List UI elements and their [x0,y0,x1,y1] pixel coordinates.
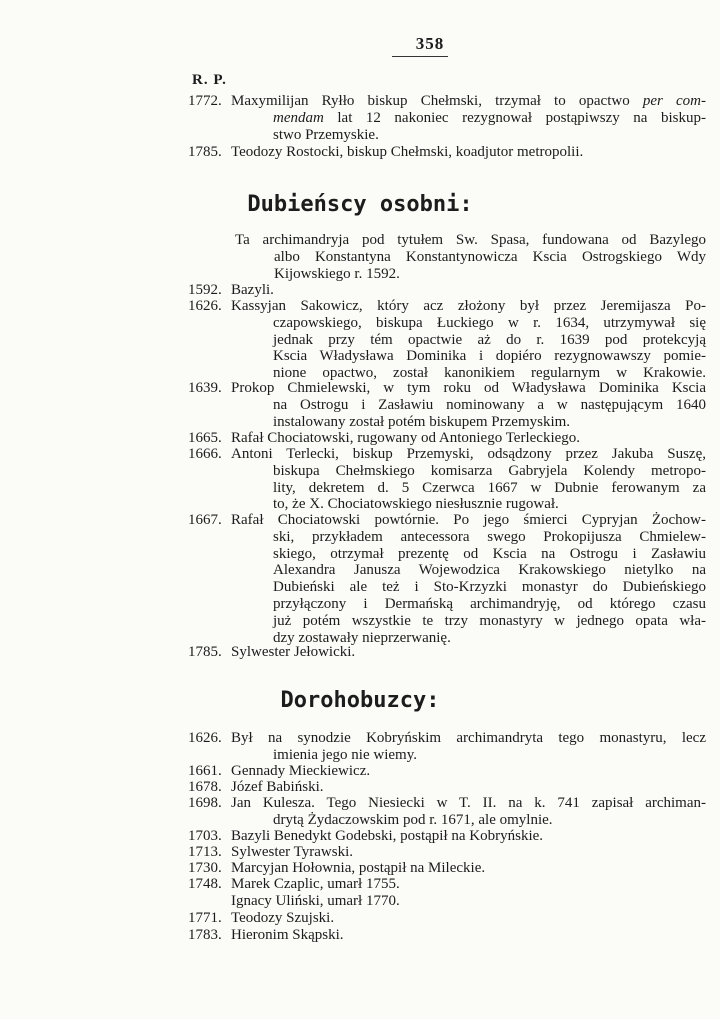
intro-paragraph [188,232,706,282]
entry-line: Dubieński ale też i Sto-Krzyzki monastyr do Dubieńskiego [273,579,706,596]
entry-year: 1698. [188,795,222,811]
entry-line: Bazyli. [231,282,274,298]
entry-year: 1771. [188,910,222,926]
entry-line: Prokop Chmielewski, w tym roku od Władysława Dominika Kscia [231,380,706,396]
entry-1730 [188,860,706,877]
entry-1785-rostocki [188,144,706,161]
entry-line: Hieronim Skąpski. [231,927,344,943]
entry-line: dzy zostawały nieprzerwanię. [273,629,451,646]
entry-line: Rafał Chociatowski, rugowany od Antoniego Terleckiego. [231,430,581,446]
entry-line: stwo Przemyskie. [273,126,379,143]
page-number: 358 [415,34,445,53]
entry-line: Ignacy Uliński, umarł 1770. [231,893,400,909]
entry-line: Marek Czaplic, umarł 1755. [231,876,400,892]
entry-1772 [188,93,706,143]
section-heading-dorohobuzcy: Dorohobuzcy: [280,688,440,713]
entry-line: Maxymilijan Ryłło biskup Chełmski, trzymał to opactwo per com- [231,93,706,109]
entry-year: 1713. [188,844,222,860]
entry-line: mendam lat 12 nakoniec rezygnował postąpiwszy na biskup- [273,109,706,126]
entry-1666 [188,446,706,513]
entry-line: Był na synodzie Kobryńskim archimandryta tego monastyru, lecz [231,730,706,746]
entry-line: ski, przykładem antecessora swego Prokopijusza Chmielew- [273,528,706,545]
entry-1703 [188,828,706,845]
entry-1771 [188,910,706,927]
entry-line: czapowskiego, biskupa Łuckiego w r. 1634, utrzymywał się [273,314,706,331]
entry-year: 1748. [188,876,222,892]
entry-line: Antoni Terlecki, biskup Przemyski, odsądzony przez Jakuba Suszę, [231,446,706,462]
entry-line: Kscia Władysława Dominika i dopiéro rezygnowawszy pomie- [273,348,706,365]
intro-line: Kijowskiego r. 1592. [274,265,400,282]
entry-year: 1785. [188,644,222,660]
entry-1713 [188,844,706,861]
entry-1783 [188,927,706,944]
entry-line: to, że X. Chociatowskiego niesłusznie rugował. [273,496,559,513]
entry-year: 1730. [188,860,222,876]
section-label-rp: R. P. [192,72,227,88]
entry-1667 [188,512,706,646]
entry-line: jednak przy tém opactwie aż do r. 1639 pod protekcyją [273,331,706,348]
entry-year: 1703. [188,828,222,844]
page-number-rule [392,56,448,57]
entry-year: 1772. [188,93,222,109]
entry-line: Alexandra Janusza Wojewodzica Krakowskiego nietylko na [273,562,706,579]
entry-line: drytą Żydaczowskim pod r. 1671, ale omylnie. [273,811,553,828]
entry-line: Teodozy Rostocki, biskup Chełmski, koadjutor metropolii. [231,144,584,160]
entry-line: Kassyjan Sakowicz, który acz złożony był przez Jeremijasza Po- [231,298,706,314]
entry-line: Jan Kulesza. Tego Niesiecki w T. II. na k. 741 zapisał archiman- [231,795,706,811]
entry-1785-jelowicki [188,644,706,661]
entry-line: instalowany został potém biskupem Przemyskim. [273,413,571,430]
entry-line: lity, dekretem d. 5 Czerwca 1667 w Dubnie ferowanym za [273,479,706,496]
entry-1626-synod [188,730,706,764]
entry-line: Józef Babiński. [231,779,324,795]
entry-ulinski [188,893,706,910]
section-heading-dubienscy: Dubieńscy osobni: [247,192,473,217]
entry-line: na Ostrogu i Zasławiu nominowany a w następującym 1640 [273,396,706,413]
entry-year: 1626. [188,730,222,746]
entry-line: przyłączony i Dermańską archimandryję, od którego czasu [273,595,706,612]
entry-line: Marcyjan Hołownia, postąpił na Mileckie. [231,860,486,876]
entry-line: Sylwester Jełowicki. [231,644,356,660]
entry-year: 1785. [188,144,222,160]
entry-line: już potém wszystkie te trzy monastyry w jednego opata wła- [273,612,706,629]
entry-line: Teodozy Szujski. [231,910,335,926]
entry-line: Rafał Chociatowski powtórnie. Po jego śmierci Cypryjan Żochow- [231,512,706,528]
entry-year: 1639. [188,380,222,396]
entry-1698 [188,795,706,829]
entry-year: 1661. [188,763,222,779]
entry-line: Bazyli Benedykt Godebski, postąpił na Kobryńskie. [231,828,544,844]
entry-1626-sakowicz [188,298,706,382]
entry-1665 [188,430,706,447]
intro-line: Ta archimandryja pod tytułem Sw. Spasa, fundowana od Bazylego [235,232,706,248]
entry-year: 1666. [188,446,222,462]
entry-1639 [188,380,706,430]
entry-line: biskupa Chełmskiego komisarza Gabryjela Kolendy metropo- [273,462,706,479]
entry-year: 1665. [188,430,222,446]
entry-year: 1626. [188,298,222,314]
entry-1661 [188,763,706,780]
entry-year: 1678. [188,779,222,795]
entry-1748 [188,876,706,893]
entry-year: 1667. [188,512,222,528]
intro-line: albo Konstantyna Konstantynowicza Kscia Ostrogskiego Wdy [274,248,706,265]
entry-1678 [188,779,706,796]
entry-line: imienia jego nie wiemy. [273,746,417,763]
entry-line: Sylwester Tyrawski. [231,844,353,860]
entry-year: 1592. [188,282,222,298]
entry-line: Gennady Mieckiewicz. [231,763,371,779]
entry-year: 1783. [188,927,222,943]
entry-line: skiego, otrzymał prezentę od Kscia na Ostrogu i Zasławiu [273,545,706,562]
entry-1592 [188,282,706,299]
entry-line: nione opactwo, został kanonikiem regularnym w Krakowie. [273,365,706,382]
